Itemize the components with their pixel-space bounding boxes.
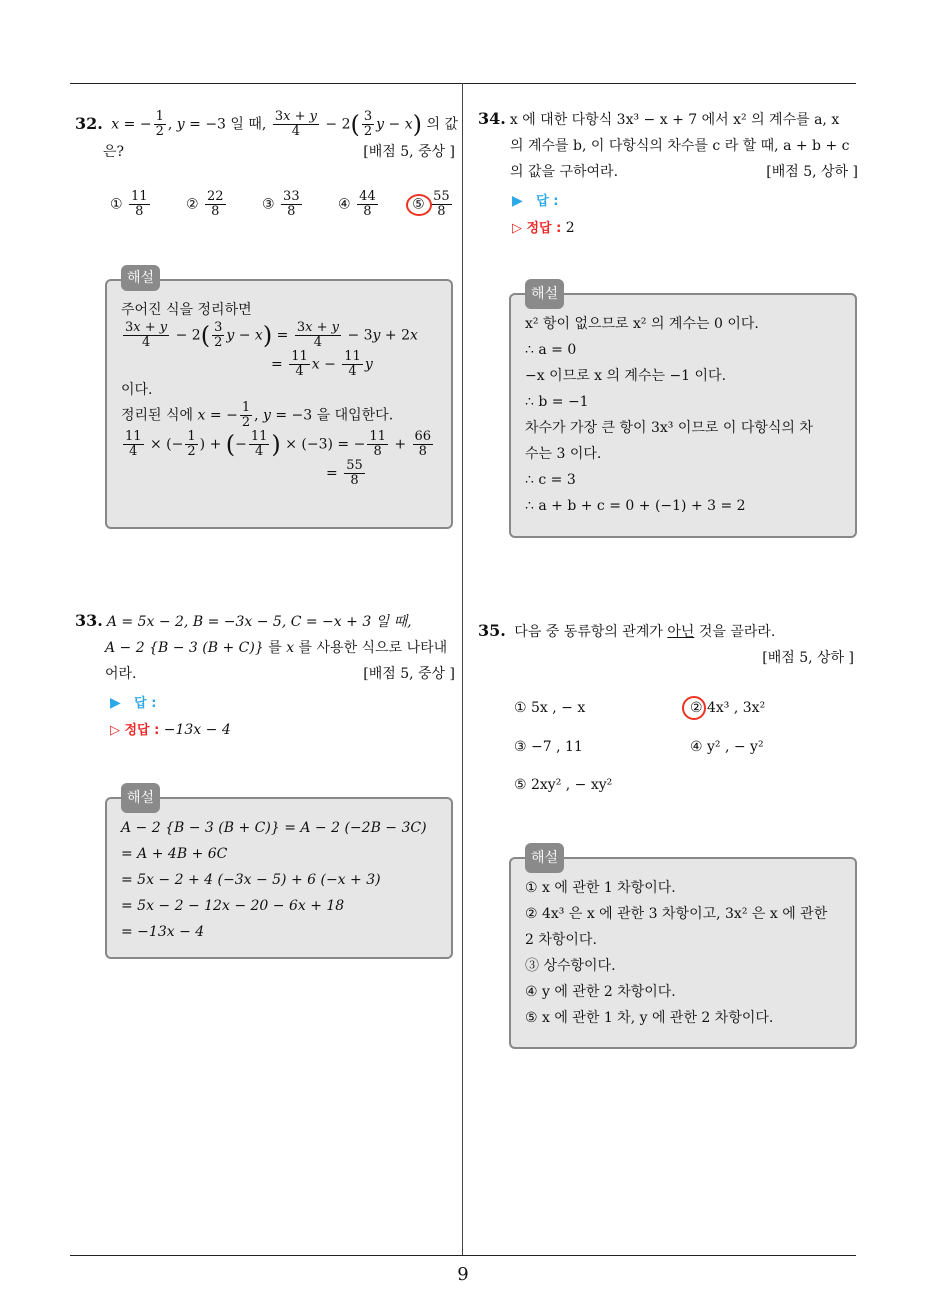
option-3[interactable]: ③ −7 , 11 [514,739,583,755]
solution-line: = $\frac{11}{4}$ x − $\frac{11}{4}$ y [271,349,373,379]
solution-line: ④ y 에 관한 2 차항이다. [525,984,676,1000]
solution-tag: 해설 [525,843,564,873]
solution-box-32 [105,270,453,529]
solution-box-35 [509,850,857,1049]
choice-1[interactable]: ① $\frac{11}{8}$ [110,189,148,219]
option-5[interactable]: ⑤ 2xy² , − xy² [514,777,613,793]
score-meta: [배점 5, 중상 ] [363,666,455,682]
solution-box-34 [509,286,857,538]
question-number: 33. [75,611,103,630]
question-32: 32. x = − $\frac{1}{2}$ , y = −3 일 때, $\frac{3x + y}{4}$ − 2( $\frac{3}{2}$ y − x) 의 값 은? [배점 5, 중상 ] [75,110,455,165]
play-triangle-icon: ▶ [512,193,523,209]
question-34 [478,106,858,185]
solution-tag: 해설 [121,783,160,813]
answer-area-33 [110,690,231,744]
bottom-rule [70,1255,856,1256]
question-text: x 에 대한 다항식 3x³ − x + 7 에서 x² 의 계수를 a, x [509,112,840,128]
choice-2[interactable]: ② $\frac{22}{8}$ [186,189,224,219]
option-1[interactable]: ① 5x , − x [514,700,586,716]
question-text: 의 계수를 b, 이 다항식의 차수를 c 라 할 때, a + b + c [510,138,850,154]
question-emphasis: 아닌 [667,624,695,640]
question-text: 의 값 [426,116,458,133]
solution-line: ∴ b = −1 [525,394,589,410]
score-meta: [배점 5, 중상 ] [363,144,455,160]
solution-box-33 [105,790,453,959]
choices-32 [110,190,472,219]
answer-key-value: −13x − 4 [163,722,231,738]
play-triangle-icon: ▶ [110,695,121,711]
question-number: 35. [478,621,506,640]
column-divider [462,83,463,1255]
solution-tag: 해설 [121,265,160,291]
top-rule [70,83,856,84]
answer-key-label: 정답 : [124,723,160,738]
question-text: 다음 중 동류항의 관계가 [514,624,663,640]
solution-line: ③ 상수항이다. [525,958,616,974]
solution-line: 2 차항이다. [525,932,597,948]
solution-line: 주어진 식을 정리하면 [121,302,252,318]
solution-line: = −13x − 4 [121,924,205,940]
solution-line: $\frac{3x + y}{4}$ − 2( $\frac{3}{2}$ y − x) = $\frac{3x + y}{4}$ − 3y + 2x [125,320,418,350]
solution-line: 정리된 식에 x = − $\frac{1}{2}$ , y = −3 을 대입한다. [121,400,394,430]
solution-line: 이다. [121,382,153,398]
answer-key-label: 정답 : [526,221,562,236]
score-meta: [배점 5, 상하 ] [762,650,854,666]
solution-line: ② 4x³ 은 x 에 관한 3 차항이고, 3x² 은 x 에 관한 [525,906,828,922]
answer-mark-icon [682,696,706,720]
outline-triangle-icon: ▷ [110,723,120,738]
solution-line: ∴ c = 3 [525,472,576,488]
question-text: A = 5x − 2, B = −3x − 5, C = −x + 3 일 때, [106,614,412,630]
question-number: 34. [478,109,506,128]
question-text: A − 2 {B − 3 (B + C)} [105,640,264,656]
outline-triangle-icon: ▷ [512,221,522,236]
answer-key-value: 2 [565,220,575,236]
solution-tag: 해설 [525,279,564,309]
page-number: 9 [457,1264,469,1285]
question-text: 은? [103,144,125,160]
solution-line: ⑤ x 에 관한 1 차, y 에 관한 2 차항이다. [525,1010,774,1026]
option-4[interactable]: ④ y² , − y² [690,739,764,755]
solution-line: = A + 4B + 6C [121,846,228,862]
question-text: 일 때, [230,116,267,133]
solution-line: −x 이므로 x 의 계수는 −1 이다. [525,368,727,384]
solution-line: = $\frac{55}{8}$ [326,458,363,488]
score-meta: [배점 5, 상하 ] [766,164,858,180]
question-33 [75,608,455,687]
question-number: 32. [75,113,103,133]
solution-line: 차수가 가장 큰 항이 3x³ 이므로 이 다항식의 차 [525,420,813,436]
question-text: x [286,640,295,656]
option-2[interactable]: ② 4x³ , 3x² [690,700,765,716]
question-text: 를 [268,640,282,656]
question-text: 의 값을 구하여라. [510,164,619,180]
solution-line: = 5x − 2 + 4 (−3x − 5) + 6 (−x + 3) [121,872,381,888]
solution-line: ∴ a + b + c = 0 + (−1) + 3 = 2 [525,498,746,514]
solution-line: 수는 3 이다. [525,446,602,462]
solution-line: x² 항이 없으므로 x² 의 계수는 0 이다. [525,316,759,332]
answer-input[interactable]: ▶ 답 : [110,695,157,711]
answer-input[interactable]: ▶ 답 : [512,193,559,209]
solution-line: A − 2 {B − 3 (B + C)} = A − 2 (−2B − 3C) [121,820,427,836]
question-text: 어라. [105,666,137,682]
question-text: 것을 골라라. [698,624,776,640]
question-35 [478,618,854,671]
solution-line: $\frac{11}{4}$ × (− $\frac{1}{2}$ ) + (− $\frac{11}{4}$ ) × (−3) = − $\frac{11}{8}$ + $\frac{66}{8}$ [125,429,432,459]
answer-mark-icon [406,194,432,216]
choice-4[interactable]: ④ $\frac{44}{8}$ [338,189,376,219]
choice-5[interactable]: ⑤ $\frac{55}{8}$ [412,190,454,219]
solution-line: ∴ a = 0 [525,342,577,358]
choice-3[interactable]: ③ $\frac{33}{8}$ [262,189,300,219]
solution-line: = 5x − 2 − 12x − 20 − 6x + 18 [121,898,345,914]
solution-line: ① x 에 관한 1 차항이다. [525,880,676,896]
answer-area-34 [512,188,575,242]
question-text: 를 사용한 식으로 나타내 [298,640,448,656]
